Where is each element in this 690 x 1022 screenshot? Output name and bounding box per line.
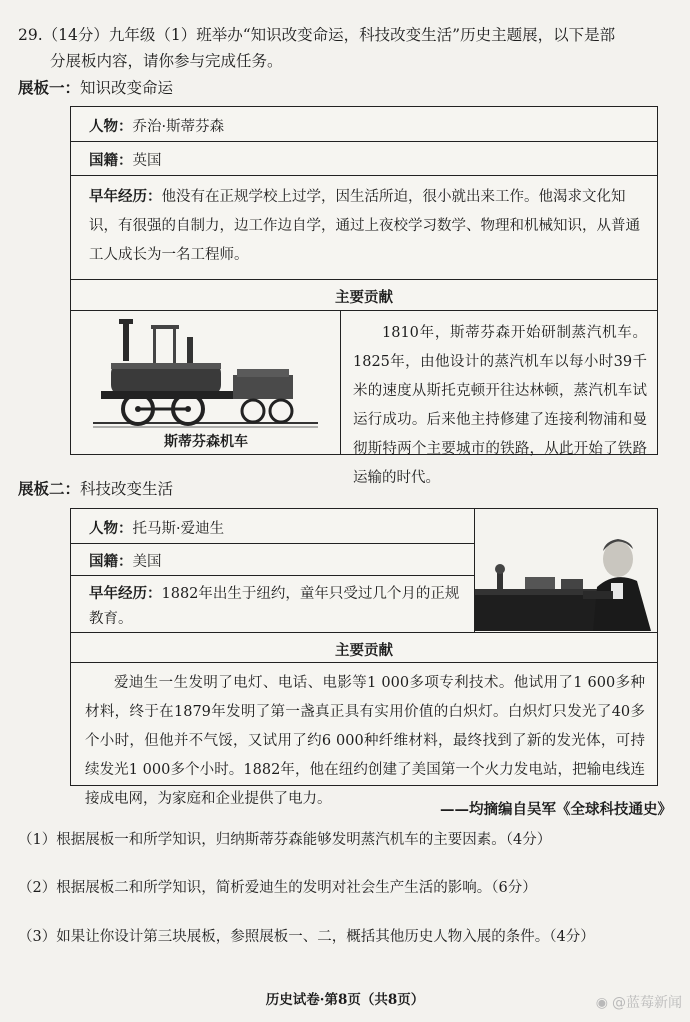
- early-text: 1882年出生于纽约，童年只受过几个月的正规教育。: [89, 586, 460, 627]
- panel1-title: [18, 76, 173, 98]
- edison-photo: [475, 509, 657, 633]
- panel1-subtitle: 知识改变命运: [80, 79, 174, 97]
- panel1-contrib-text: 1810年，斯蒂芬森开始研制蒸汽机车。1825年，由他设计的蒸汽机车以每小时39千米的速度从斯托克顿开往达林顿，蒸汽机车试运行成功。后来他主持修建了连接利物浦和曼彻斯特两个主要城市的铁路，从此开始了铁路运输的时代。: [353, 325, 647, 486]
- panel2-subtitle: 科技改变生活: [80, 480, 174, 498]
- sub-question-3: （3）如果让你设计第三块展板，参照展板一、二，概括其他历史人物入展的条件。（4分）: [18, 929, 595, 945]
- person-label: 人物：: [89, 118, 133, 135]
- panel2-title: [18, 477, 173, 499]
- locomotive-image-cell: [71, 311, 341, 454]
- early-label: 早年经历：: [89, 585, 162, 602]
- panel2-early-row: [71, 576, 475, 633]
- panel2-nation-row: [71, 544, 475, 576]
- panel2-contrib-header: 主要贡献: [71, 633, 657, 663]
- edison-portrait: [475, 509, 657, 631]
- watermark: [596, 992, 682, 1012]
- early-text: 他没有在正规学校上过学，因生活所迫，很小就出来工作。他渴求文化知识，有很强的自制力，边工作边自学，通过上夜校学习数学、物理和机械知识，从普通工人成长为一名工程师。: [89, 189, 640, 263]
- person-name: 乔治·斯蒂芬森: [132, 119, 225, 135]
- locomotive-caption: 斯蒂芬森机车: [164, 434, 248, 450]
- panel1-contrib-body: [71, 311, 657, 486]
- panel1-early-row: [71, 176, 657, 280]
- panel1-contrib-header: 主要贡献: [71, 280, 657, 311]
- person-label: 人物：: [89, 520, 133, 537]
- locomotive-illustration: [93, 319, 318, 431]
- panel2-title-label: 展板二：: [18, 479, 81, 498]
- nation-value: 英国: [132, 153, 162, 169]
- sub-question-1: （1）根据展板一和所学知识，归纳斯蒂芬森能够发明蒸汽机车的主要因素。（4分）: [18, 832, 552, 848]
- panel2-contrib-text: 爱迪生一生发明了电灯、电话、电影等1 000多项专利技术。他试用了1 600多种材料，终于在1879年发明了第一盏真正具有实用价值的白炽灯。白炽灯只发光了40多个小时，但他并不气馁，又试用了约6 000种纤维材料，最终找到了新的发光体，可持续发光1 000多个小时。1882年，他在纽约创建了美国第一个火力发电站，把输电线连接成电网，为家庭和企业提供了电力。: [85, 675, 645, 807]
- nation-label: 国籍：: [89, 553, 133, 570]
- sub-question-2: （2）根据展板二和所学知识，简析爱迪生的发明对社会生产生活的影响。（6分）: [18, 880, 537, 896]
- source-citation: ——均摘编自吴军《全球科技通史》: [440, 801, 672, 818]
- question-stem: [18, 22, 673, 74]
- panel1-table: [70, 106, 658, 486]
- nation-value: 美国: [132, 554, 162, 570]
- early-label: 早年经历：: [89, 188, 162, 205]
- panel1-nation-row: [71, 142, 657, 176]
- watermark-text: @蓝莓新闻: [612, 995, 682, 1011]
- panel2-person-row: [71, 509, 475, 544]
- question-stem-line1: 29.（14分）九年级（1）班举办“知识改变命运，科技改变生活”历史主题展，以下是部: [18, 26, 616, 44]
- person-name: 托马斯·爱迪生: [132, 521, 225, 537]
- nation-label: 国籍：: [89, 152, 133, 169]
- page-footer: 历史试卷·第8页（共8页）: [265, 992, 425, 1008]
- weibo-icon: ◉: [595, 995, 608, 1011]
- panel1-person-row: [71, 107, 657, 142]
- panel1-title-label: 展板一：: [18, 78, 81, 97]
- question-stem-line2: 分展板内容，请你参与完成任务。: [50, 52, 283, 70]
- panel2-table: [70, 508, 658, 807]
